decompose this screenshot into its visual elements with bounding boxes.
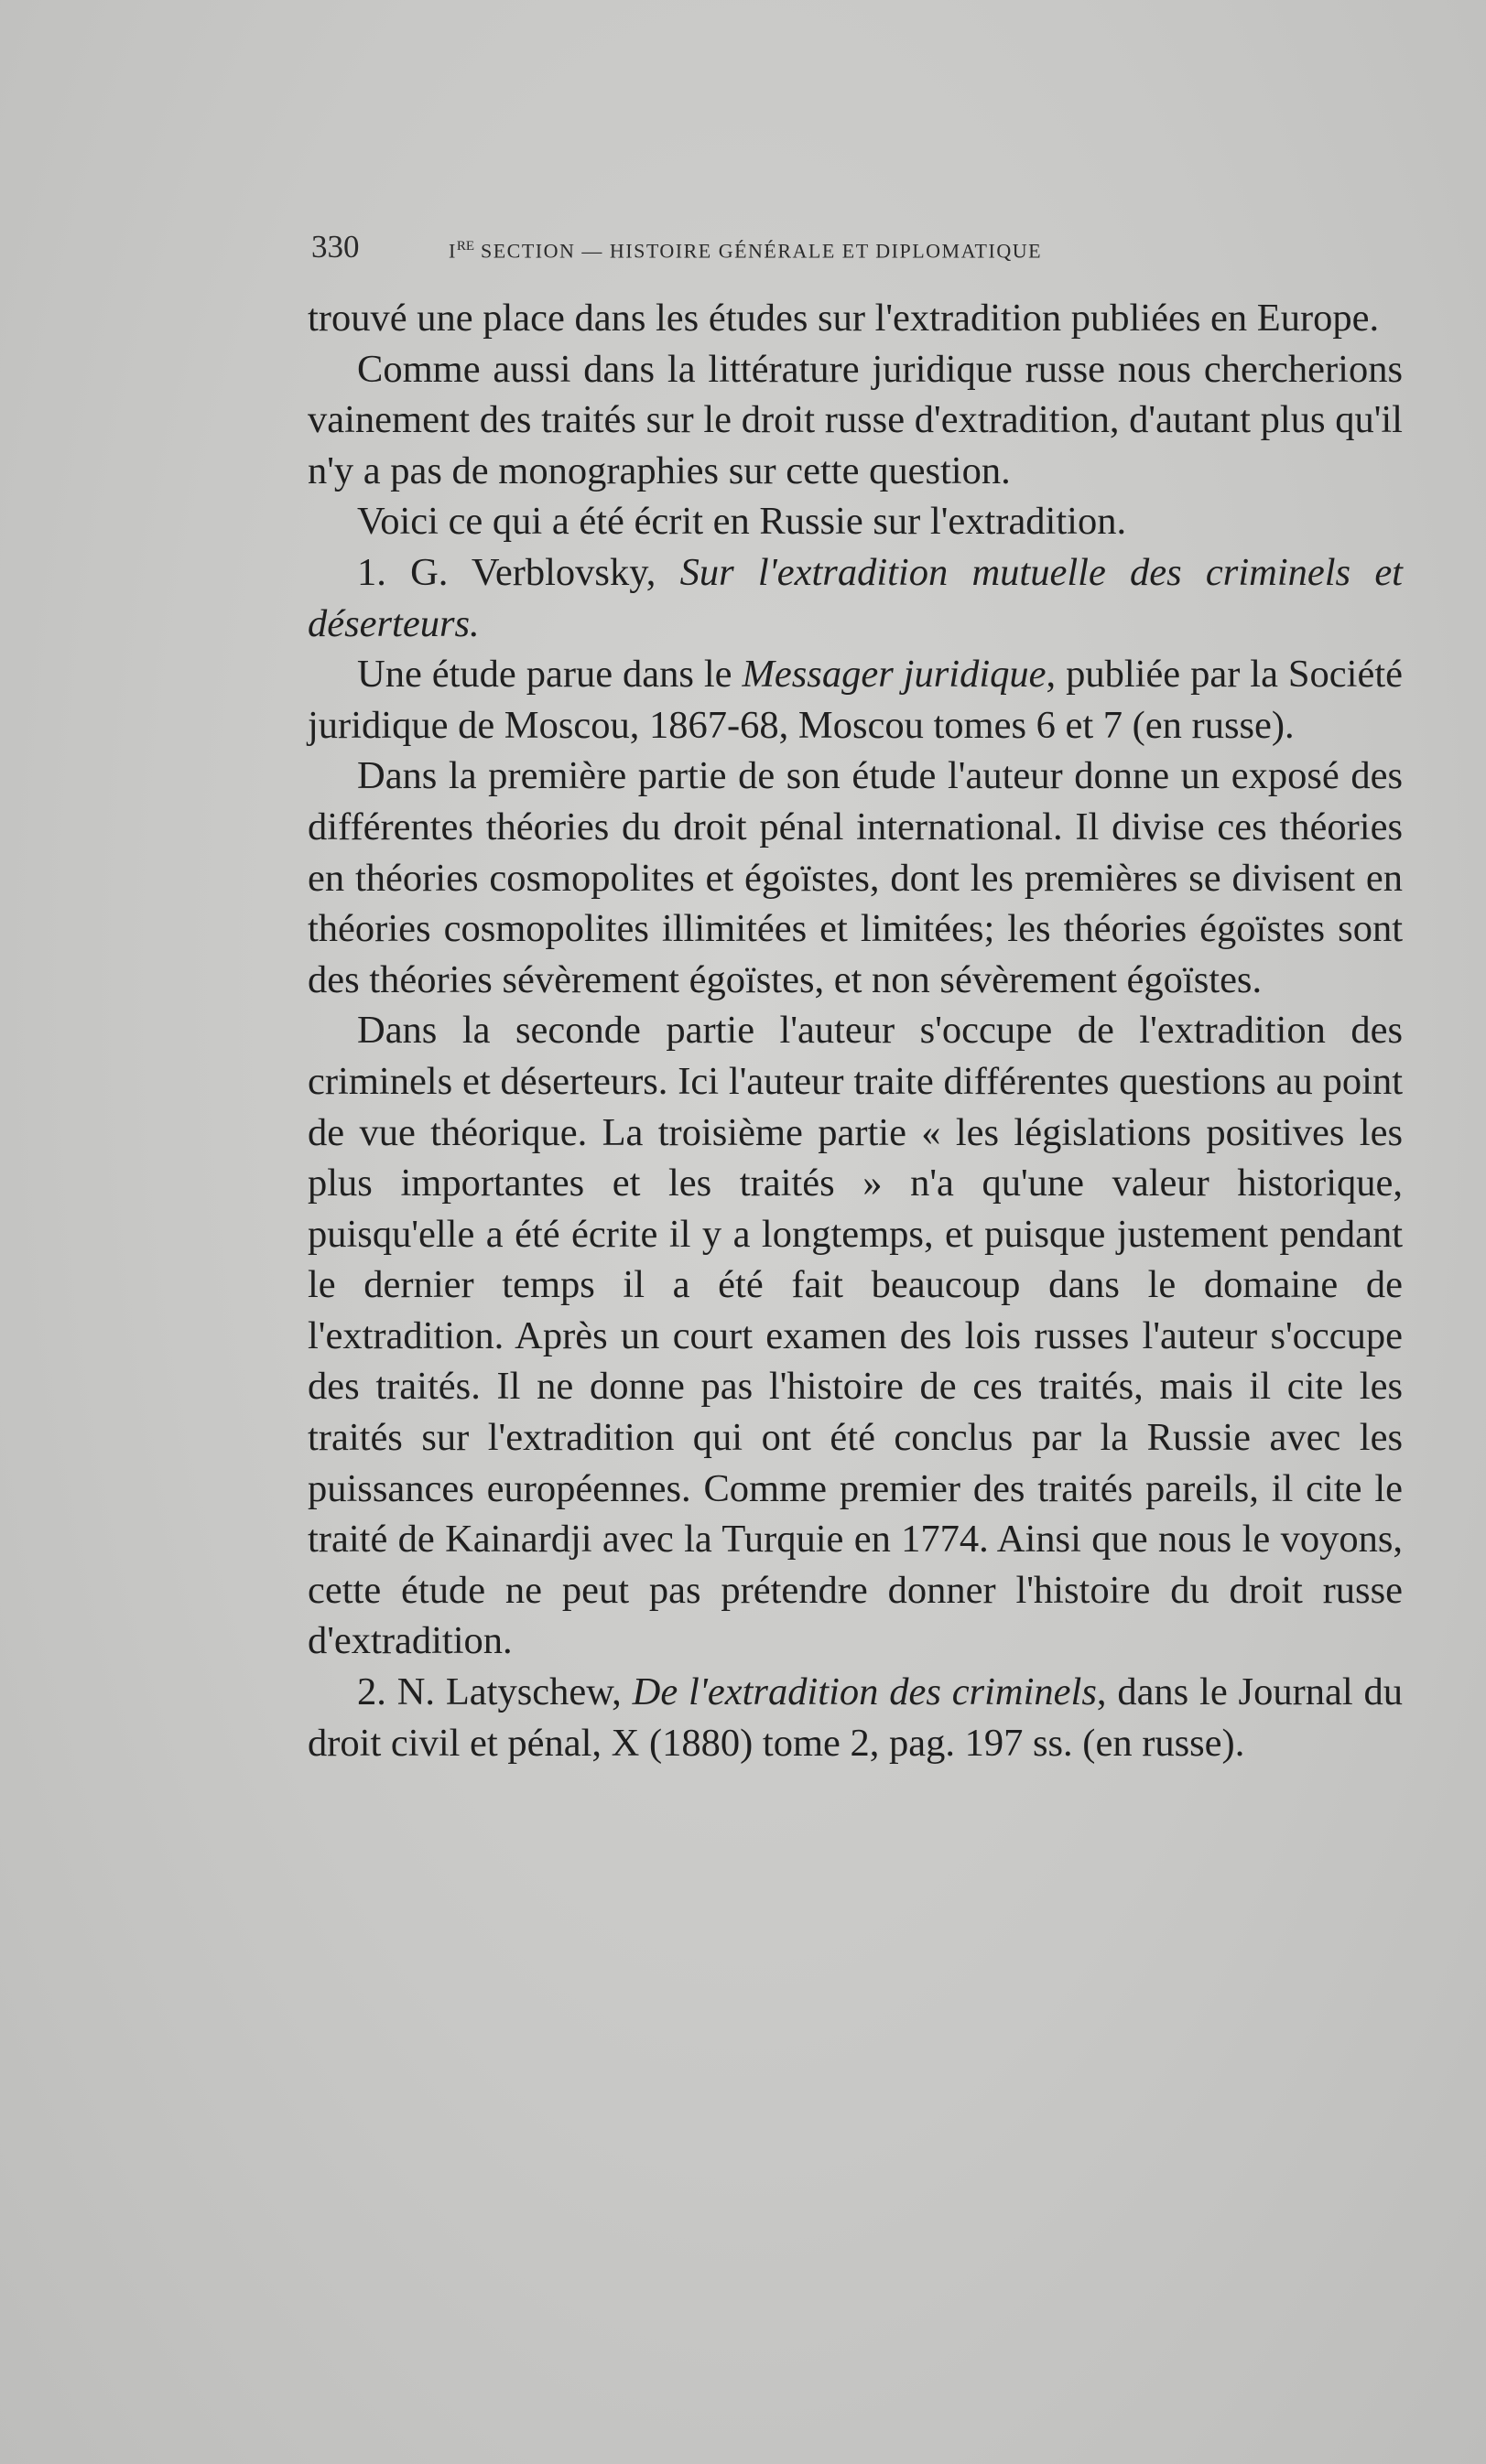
reference-1-author: 1. G. Verblovsky, [357,550,680,594]
paragraph-publication [308,649,1403,751]
reference-2-title: De l'extradition des criminels [632,1670,1097,1714]
section-prefix: I [449,239,457,262]
paragraph-continuation: trouvé une place dans les études sur l'extradition publiées en Europe. [308,297,1380,340]
page-number: 330 [311,229,360,265]
publication-suffix: , publiée par la Société juridique de Moscou, 1867-68, Moscou tomes 6 et 7 (en russe). [308,653,1403,747]
reference-verblovsky [308,547,1403,649]
paragraph-intro-list: Voici ce qui a été écrit en Russie sur l'extradition. [357,500,1127,544]
reference-2-author: 2. N. Latyschew, [357,1670,633,1714]
reference-2-suffix: , dans le Journal du droit civil et pénal, X (1880) tome 2, pag. 197 ss. (en russe). [308,1670,1403,1765]
publication-prefix: Une étude parue dans le [357,653,743,697]
main-text [308,293,1403,1768]
publication-title: Messager juridique [742,653,1047,697]
paragraph-first-part: Dans la première partie de son étude l'auteur donne un exposé des différentes théories du droit pénal international. Il divise ces théories en théories cosmopolites et égoïstes, dont les premières se divisent en théories cosmopolites illimitées et limitées; les théories égoïstes sont des théories sévèrement égoïstes, et non sévèrement égoïstes. [308,754,1403,1001]
running-head-title [449,239,1042,263]
section-superscript: RE [456,238,474,254]
reference-latyschew [308,1667,1403,1768]
running-header [311,229,1236,265]
reference-1-title: Sur l'extradition mutuelle des criminels et déserteurs. [308,550,1403,645]
paragraph-russian-literature: Comme aussi dans la littérature juridique russe nous chercherions vainement des traités sur le droit russe d'extradition, d'autant plus qu'il n'y a pas de monographies sur cette question. [308,347,1403,492]
paragraph-second-part: Dans la seconde partie l'auteur s'occupe de l'extradition des criminels et déserteurs. Ici l'auteur traite différentes questions au point de vue théorique. La troisième partie « les législations positives les plus importantes et les traités » n'a qu'une valeur historique, puisqu'elle a été écrite il y a longtemps, et puisque justement pendant le dernier temps il a été fait beaucoup dans le domaine de l'extradition. Après un court examen des lois russes l'auteur s'occupe des traités. Il ne donne pas l'histoire de ces traités, mais il cite les traités sur l'extradition qui ont été conclus par la Russie avec les puissances européennes. Comme premier des traités pareils, il cite le traité de Kainardji avec la Turquie en 1774. Ainsi que nous le voyons, cette étude ne peut pas prétendre donner l'histoire du droit russe d'extradition. [308,1009,1403,1663]
section-title: SECTION — HISTOIRE GÉNÉRALE ET DIPLOMATIQUE [474,239,1043,262]
